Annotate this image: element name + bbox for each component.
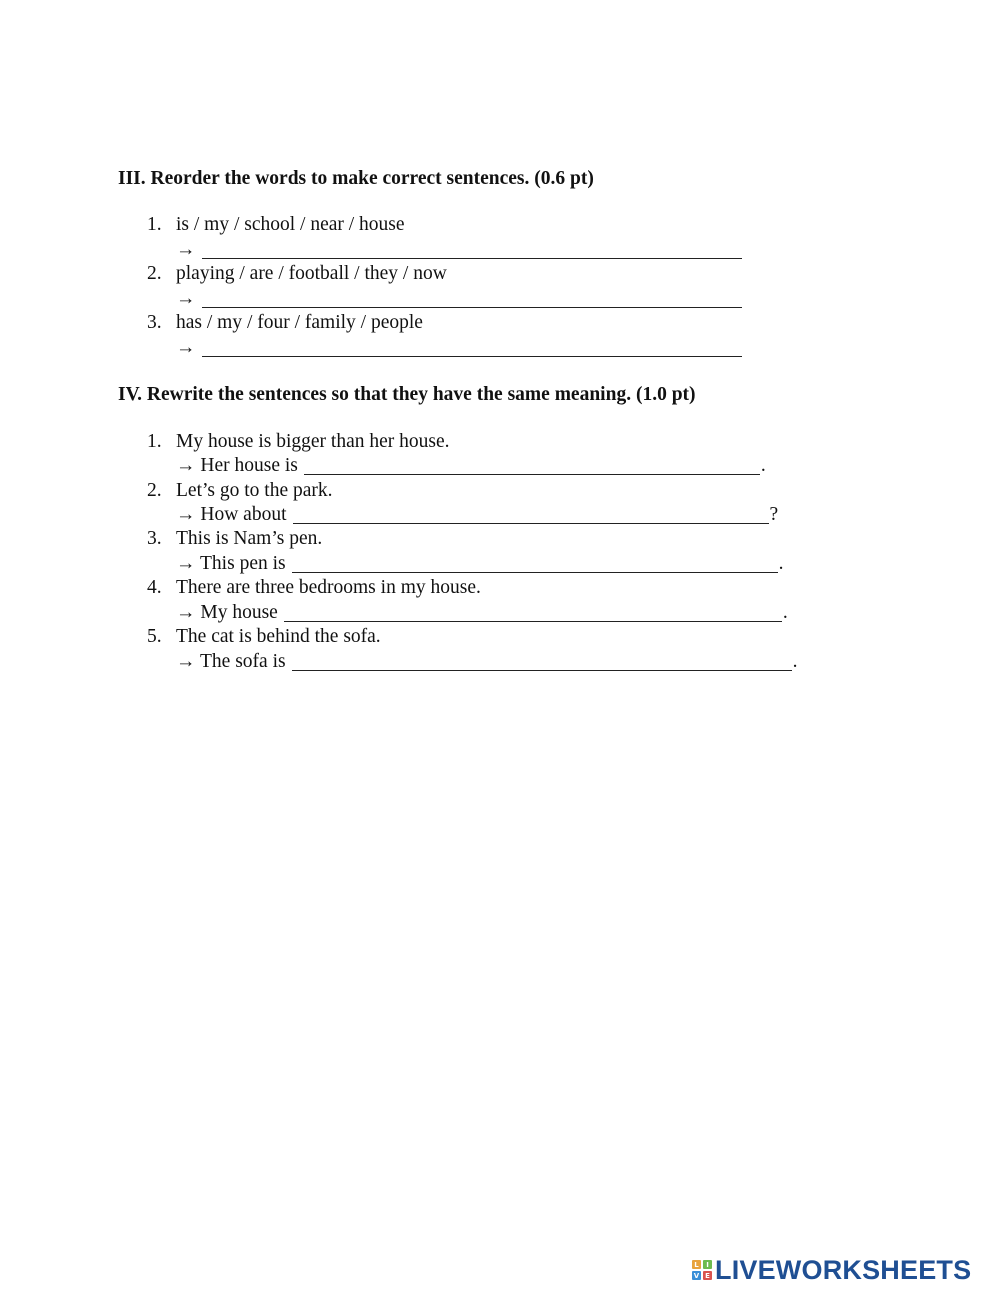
s4-item-5-answer-row bbox=[176, 650, 797, 674]
s4-item-3-answer-blank[interactable] bbox=[292, 554, 778, 573]
s4-item-1-ending: . bbox=[760, 455, 766, 476]
s4-item-3-ending: . bbox=[778, 553, 784, 574]
s4-item-2-answer-start: → How about bbox=[176, 504, 287, 525]
s4-item-1-answer-row bbox=[176, 454, 766, 478]
s3-item-2-prompt: playing / are / football / they / now bbox=[176, 263, 447, 284]
s3-item-3-number: 3. bbox=[147, 312, 162, 333]
s3-item-2-answer-row bbox=[176, 287, 742, 311]
s4-item-5-prompt: The cat is behind the sofa. bbox=[176, 626, 381, 647]
s3-item-3-answer-row bbox=[176, 336, 742, 360]
s4-item-4-ending: . bbox=[782, 602, 788, 623]
s4-item-3-answer-row bbox=[176, 552, 783, 576]
liveworksheets-wordmark: LIVEWORKSHEETS bbox=[715, 1254, 972, 1285]
arrow-icon: → bbox=[176, 239, 196, 260]
s4-item-1-prompt: My house is bigger than her house. bbox=[176, 431, 450, 452]
s4-item-2-number: 2. bbox=[147, 480, 162, 501]
s3-item-3-prompt: has / my / four / family / people bbox=[176, 312, 423, 333]
s4-item-2-prompt: Let’s go to the park. bbox=[176, 480, 333, 501]
s4-item-4-answer-row bbox=[176, 601, 788, 625]
s3-item-1-answer-blank[interactable] bbox=[202, 240, 742, 259]
s3-item-2-number: 2. bbox=[147, 263, 162, 284]
s4-item-4-prompt: There are three bedrooms in my house. bbox=[176, 577, 481, 598]
s4-item-2-ending: ? bbox=[769, 504, 779, 525]
s3-item-1-number: 1. bbox=[147, 214, 162, 235]
liveworksheets-mark-icon bbox=[692, 1260, 712, 1280]
mark-cell-i: I bbox=[703, 1260, 712, 1269]
mark-cell-e: E bbox=[703, 1271, 712, 1280]
s4-item-2-answer-blank[interactable] bbox=[293, 505, 769, 524]
s4-item-4-number: 4. bbox=[147, 577, 162, 598]
s4-item-4-answer-blank[interactable] bbox=[284, 603, 782, 622]
liveworksheets-logo bbox=[692, 1255, 971, 1285]
s4-item-1-number: 1. bbox=[147, 431, 162, 452]
s4-item-5-answer-start: → The sofa is bbox=[176, 651, 286, 672]
section-4-heading: IV. Rewrite the sentences so that they have the same meaning. (1.0 pt) bbox=[118, 384, 696, 405]
s3-item-3-answer-blank[interactable] bbox=[202, 338, 742, 357]
s3-item-2-answer-blank[interactable] bbox=[202, 289, 742, 308]
s4-item-1-answer-blank[interactable] bbox=[304, 456, 760, 475]
s3-item-1-prompt: is / my / school / near / house bbox=[176, 214, 405, 235]
s4-item-5-ending: . bbox=[792, 651, 798, 672]
arrow-icon: → bbox=[176, 288, 196, 309]
mark-cell-l: L bbox=[692, 1260, 701, 1269]
s4-item-4-answer-start: → My house bbox=[176, 602, 278, 623]
s3-item-1-answer-row bbox=[176, 238, 742, 262]
s4-item-3-number: 3. bbox=[147, 528, 162, 549]
mark-cell-v: V bbox=[693, 1271, 700, 1280]
s4-item-5-number: 5. bbox=[147, 626, 162, 647]
s4-item-3-prompt: This is Nam’s pen. bbox=[176, 528, 323, 549]
s4-item-5-answer-blank[interactable] bbox=[292, 652, 792, 671]
section-3-heading: III. Reorder the words to make correct sentences. (0.6 pt) bbox=[118, 168, 594, 189]
s4-item-1-answer-start: → Her house is bbox=[176, 455, 298, 476]
s4-item-3-answer-start: → This pen is bbox=[176, 553, 286, 574]
s4-item-2-answer-row bbox=[176, 503, 778, 527]
arrow-icon: → bbox=[176, 337, 196, 358]
